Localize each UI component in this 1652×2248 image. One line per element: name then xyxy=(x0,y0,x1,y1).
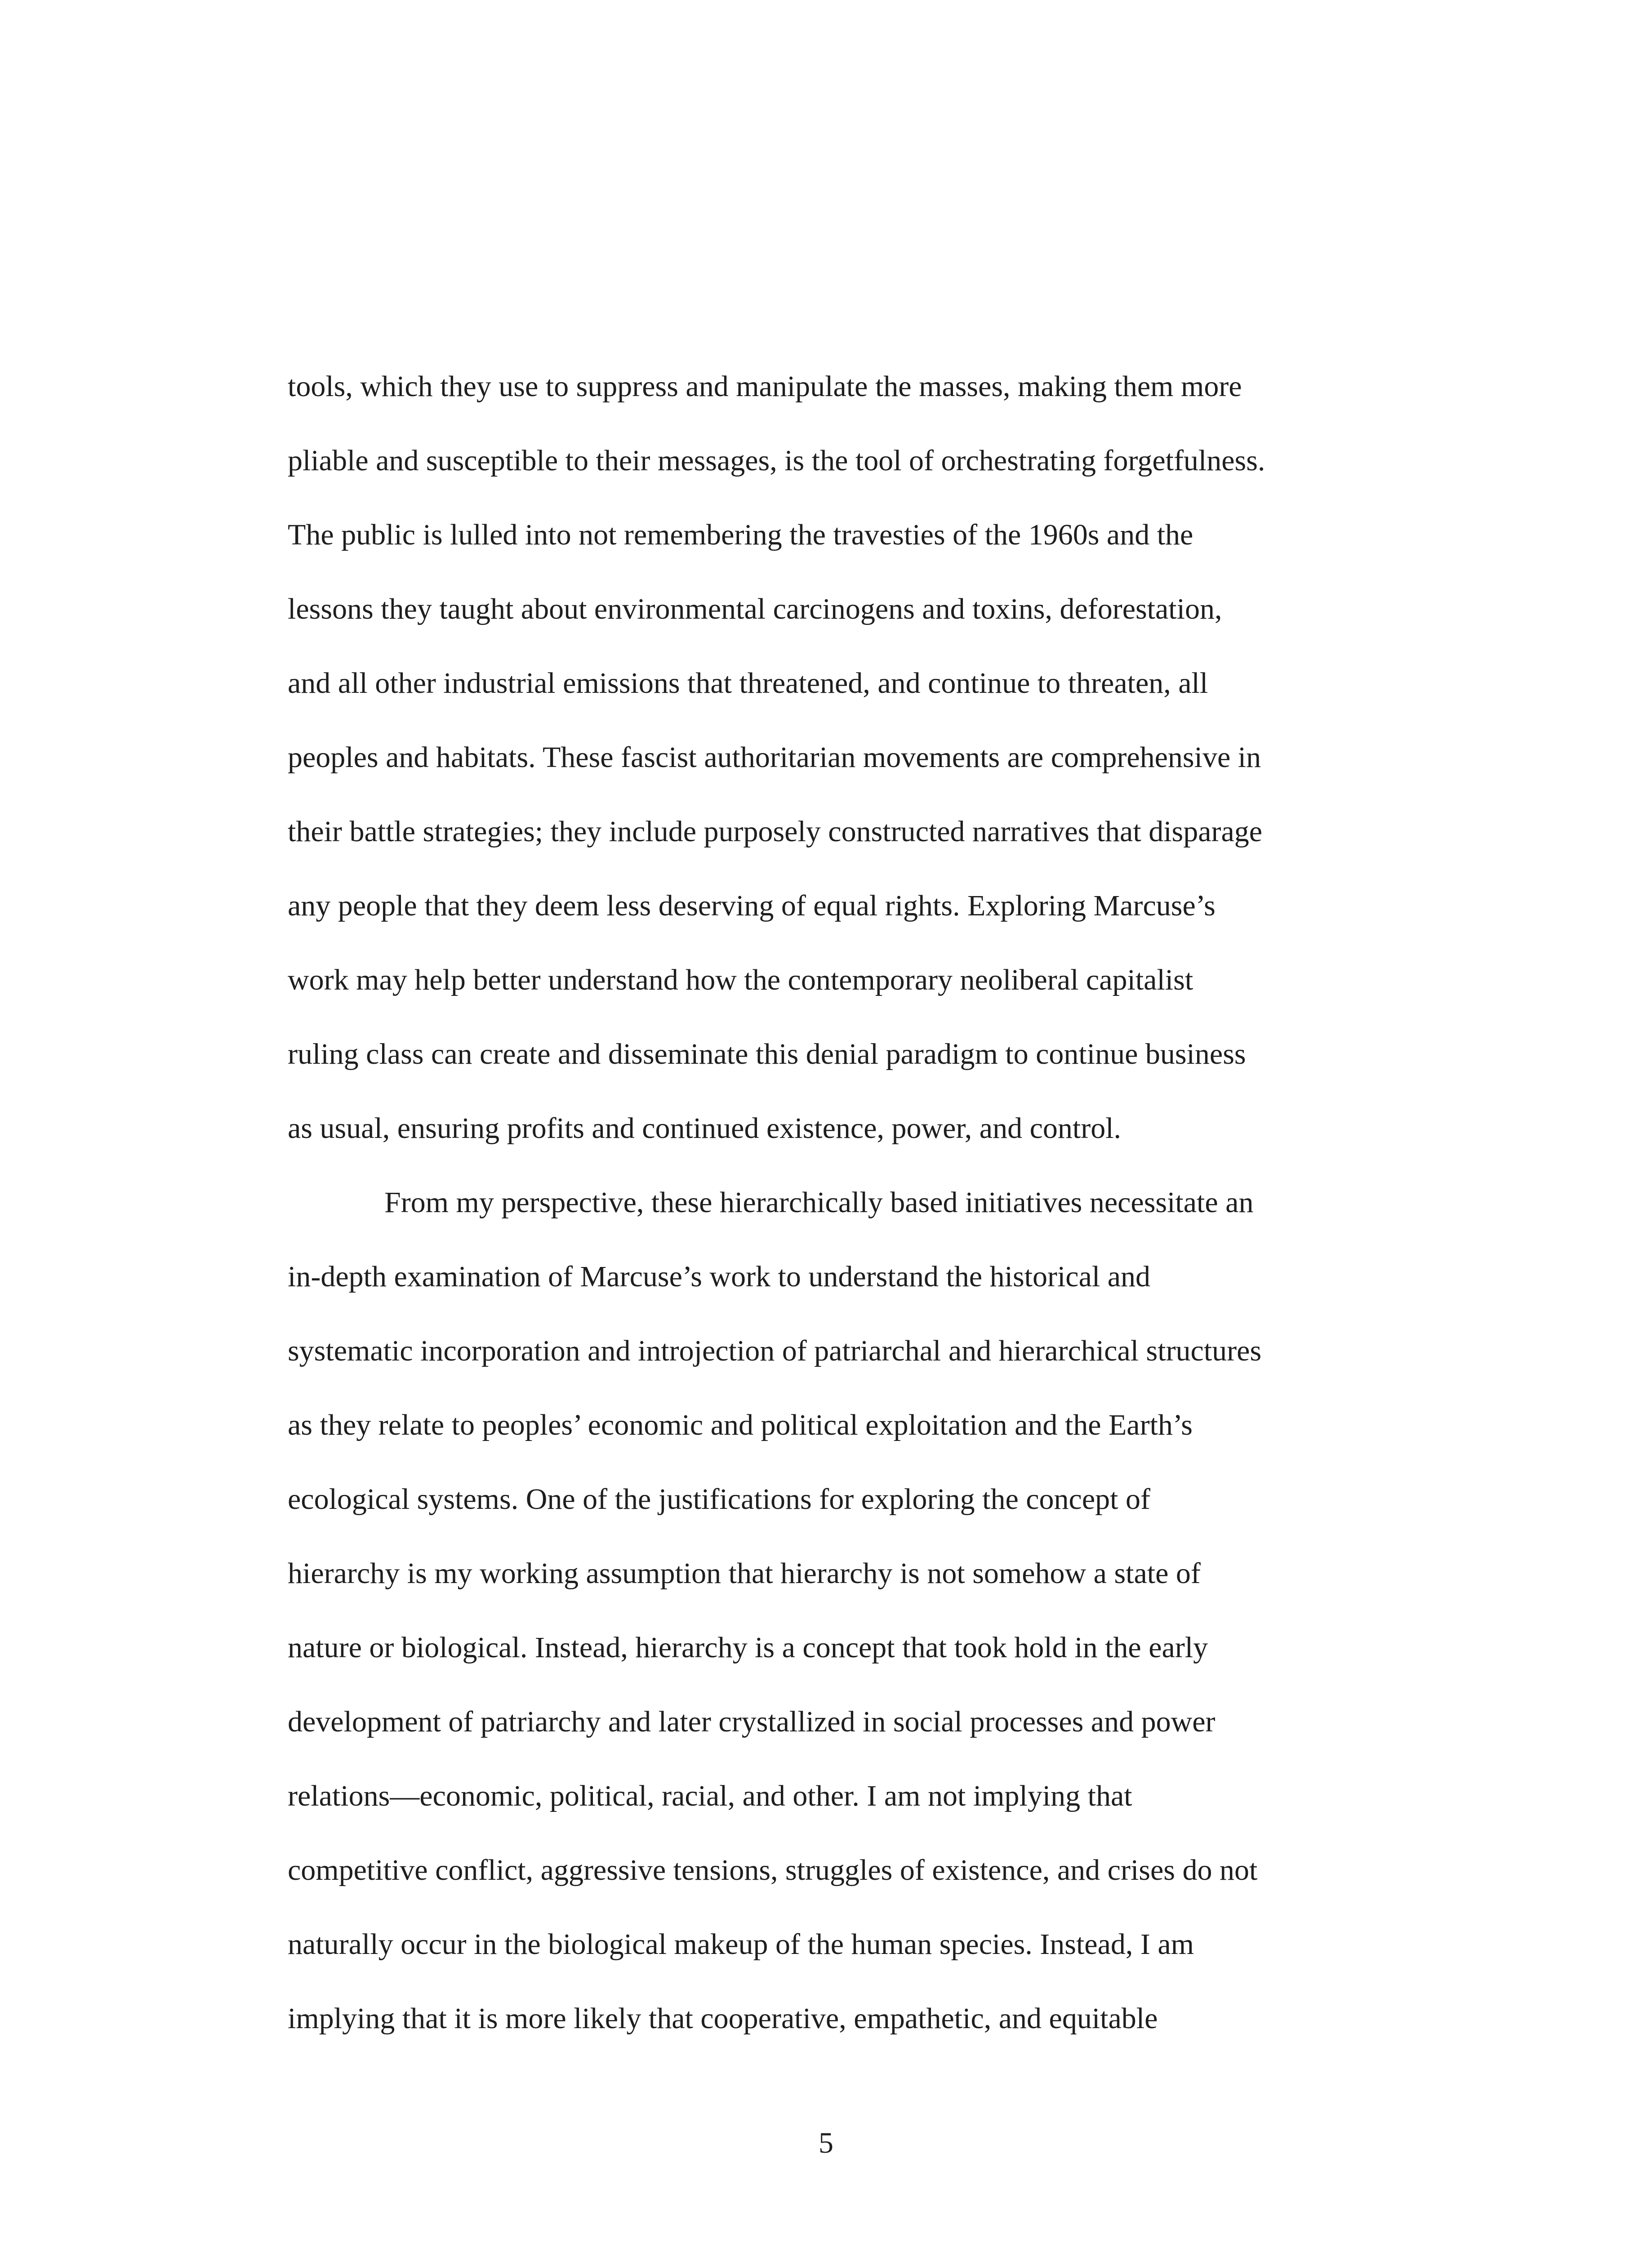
text-line: lessons they taught about environmental carcinogens and toxins, deforestation, xyxy=(288,593,1222,625)
text-line: as usual, ensuring profits and continued existence, power, and control. xyxy=(288,1112,1122,1145)
text-line: systematic incorporation and introjection of patriarchal and hierarchical structures xyxy=(288,1334,1262,1367)
text-line: pliable and susceptible to their messages, is the tool of orchestrating forgetfulness. xyxy=(288,444,1265,477)
text-line: competitive conflict, aggressive tensions, struggles of existence, and crises do not xyxy=(288,1854,1258,1887)
page-number: 5 xyxy=(819,2127,833,2159)
text-line: The public is lulled into not remembering the travesties of the 1960s and the xyxy=(288,518,1193,551)
text-line: and all other industrial emissions that threatened, and continue to threaten, all xyxy=(288,667,1208,700)
text-line: their battle strategies; they include purposely constructed narratives that disparage xyxy=(288,815,1263,848)
text-line: nature or biological. Instead, hierarchy is a concept that took hold in the early xyxy=(288,1631,1208,1664)
text-line: peoples and habitats. These fascist authoritarian movements are comprehensive in xyxy=(288,741,1261,774)
text-line: naturally occur in the biological makeup of the human species. Instead, I am xyxy=(288,1928,1194,1961)
text-line: ecological systems. One of the justifications for exploring the concept of xyxy=(288,1483,1150,1516)
text-line: in-depth examination of Marcuse’s work to understand the historical and xyxy=(288,1260,1150,1293)
text-line: development of patriarchy and later crystallized in social processes and power xyxy=(288,1705,1216,1738)
text-line: ruling class can create and disseminate this denial paradigm to continue business xyxy=(288,1038,1246,1070)
paragraph-first-line: From my perspective, these hierarchically based initiatives necessitate an xyxy=(384,1186,1254,1219)
text-line: any people that they deem less deserving of equal rights. Exploring Marcuse’s xyxy=(288,889,1216,922)
text-line: as they relate to peoples’ economic and political exploitation and the Earth’s xyxy=(288,1409,1193,1441)
text-line: hierarchy is my working assumption that hierarchy is not somehow a state of xyxy=(288,1557,1201,1590)
text-line: relations—economic, political, racial, and other. I am not implying that xyxy=(288,1780,1132,1812)
text-line: work may help better understand how the contemporary neoliberal capitalist xyxy=(288,963,1193,996)
text-line: tools, which they use to suppress and manipulate the masses, making them more xyxy=(288,370,1242,403)
text-line: implying that it is more likely that cooperative, empathetic, and equitable xyxy=(288,2002,1158,2035)
